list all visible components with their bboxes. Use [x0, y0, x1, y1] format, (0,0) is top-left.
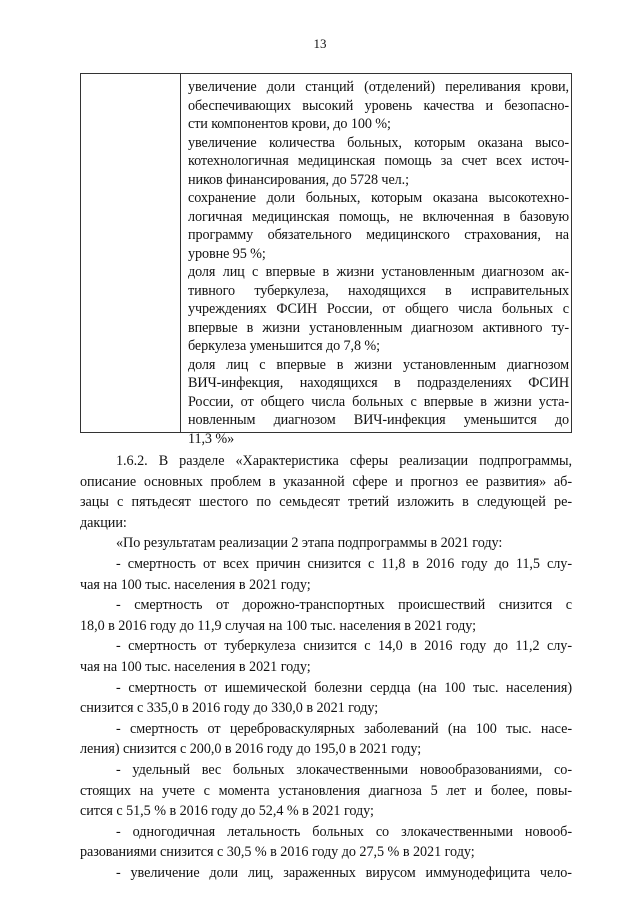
- body-text: [80, 451, 572, 883]
- table-text-line: ВИЧ-инфекция, находящихся в подразделениях ФСИН: [188, 375, 569, 391]
- table-text-line: тивного туберкулеза, находящихся в исправительных: [188, 282, 569, 299]
- body-text-line: дакции:: [80, 514, 127, 531]
- table-empty-cell: [81, 74, 181, 432]
- table-text-line: увеличение количества больных, которым оказана высо-: [188, 134, 569, 151]
- body-text-line: стоящих на учете с момента установления диагноза 5 лет и более, повы-: [80, 782, 572, 799]
- body-text-line: сится с 51,5 % в 2016 году до 52,4 % в 2021 году;: [80, 803, 374, 820]
- body-text-line: - смертность от туберкулеза снизится с 14,0 в 2016 году до 11,2 слу-: [116, 638, 572, 655]
- table-text-line: логичная медицинская помощь, не включенная в базовую: [188, 208, 569, 225]
- table-text-line: доля лиц с впервые в жизни установленным диагнозом: [188, 356, 569, 373]
- table-text-line: доля лиц с впервые в жизни установленным диагнозом ак-: [188, 264, 569, 280]
- body-text-line: - смертность от ишемической болезни сердца (на 100 тыс. населения): [116, 679, 572, 696]
- table-text-line: новленным диагнозом ВИЧ-инфекция уменьшится до: [188, 412, 569, 428]
- body-text-line: - смертность от всех причин снизится с 11,8 в 2016 году до 11,5 слу-: [116, 555, 572, 572]
- body-text-line: 18,0 в 2016 году до 11,9 случая на 100 тыс. населения в 2021 году;: [80, 617, 476, 634]
- table-text-line: впервые в жизни установленным диагнозом активного ту-: [188, 319, 569, 336]
- table-text-line: ников финансирования, до 5728 чел.;: [188, 171, 409, 188]
- table-text-line: котехнологичная медицинская помощь за счет всех источ-: [188, 153, 569, 169]
- table-text-line: 11,3 %»: [188, 430, 235, 447]
- body-text-line: - удельный вес больных злокачественными новообразованиями, со-: [116, 761, 572, 778]
- table-text-line: обеспечивающих высокий уровень качества и безопасно-: [188, 97, 569, 114]
- body-text-line: «По результатам реализации 2 этапа подпрограммы в 2021 году:: [116, 535, 503, 552]
- table-text-line: сохранение доли больных, которым оказана высокотехно-: [188, 190, 569, 206]
- body-text-line: - смертность от дорожно-транспортных происшествий снизится с: [116, 597, 572, 614]
- body-text-line: зацы с пятьдесят шестого по семьдесят третий изложить в следующей ре-: [80, 494, 572, 511]
- table-text-line: России, от общего числа больных с впервые в жизни уста-: [188, 393, 569, 410]
- body-text-line: описание основных проблем в указанной сфере и прогноз ее развития» аб-: [80, 473, 572, 490]
- table-text-line: беркулеза уменьшится до 7,8 %;: [188, 338, 380, 354]
- table-text-line: программу обязательного медицинского страхования, на: [188, 227, 569, 243]
- body-text-line: чая на 100 тыс. населения в 2021 году;: [80, 658, 311, 675]
- body-text-line: ления) снизится с 200,0 в 2016 году до 195,0 в 2021 году;: [80, 741, 422, 758]
- body-text-line: чая на 100 тыс. населения в 2021 году;: [80, 576, 311, 593]
- body-text-line: снизится с 335,0 в 2016 году до 330,0 в 2021 году;: [80, 700, 379, 717]
- body-text-line: - одногодичная летальность больных со злокачественными новооб-: [116, 823, 572, 840]
- table-text-line: уровне 95 %;: [188, 245, 266, 262]
- table-text-cell: [188, 78, 569, 448]
- table-text-line: сти компонентов крови, до 100 %;: [188, 116, 391, 132]
- body-text-line: 1.6.2. В разделе «Характеристика сферы реализации подпрограммы,: [116, 453, 572, 469]
- table-text-line: увеличение доли станций (отделений) переливания крови,: [188, 79, 569, 95]
- table-text-line: учреждениях ФСИН России, от общего числа больных с: [188, 301, 569, 317]
- body-text-line: - смертность от цереброваскулярных заболеваний (на 100 тыс. насе-: [116, 720, 572, 737]
- indicator-table: [80, 73, 572, 447]
- page-number: 13: [313, 36, 327, 51]
- body-text-line: - увеличение доли лиц, зараженных вирусом иммунодефицита чело-: [116, 864, 572, 881]
- body-text-line: разованиями снизится с 30,5 % в 2016 году до 27,5 % в 2021 году;: [80, 844, 475, 861]
